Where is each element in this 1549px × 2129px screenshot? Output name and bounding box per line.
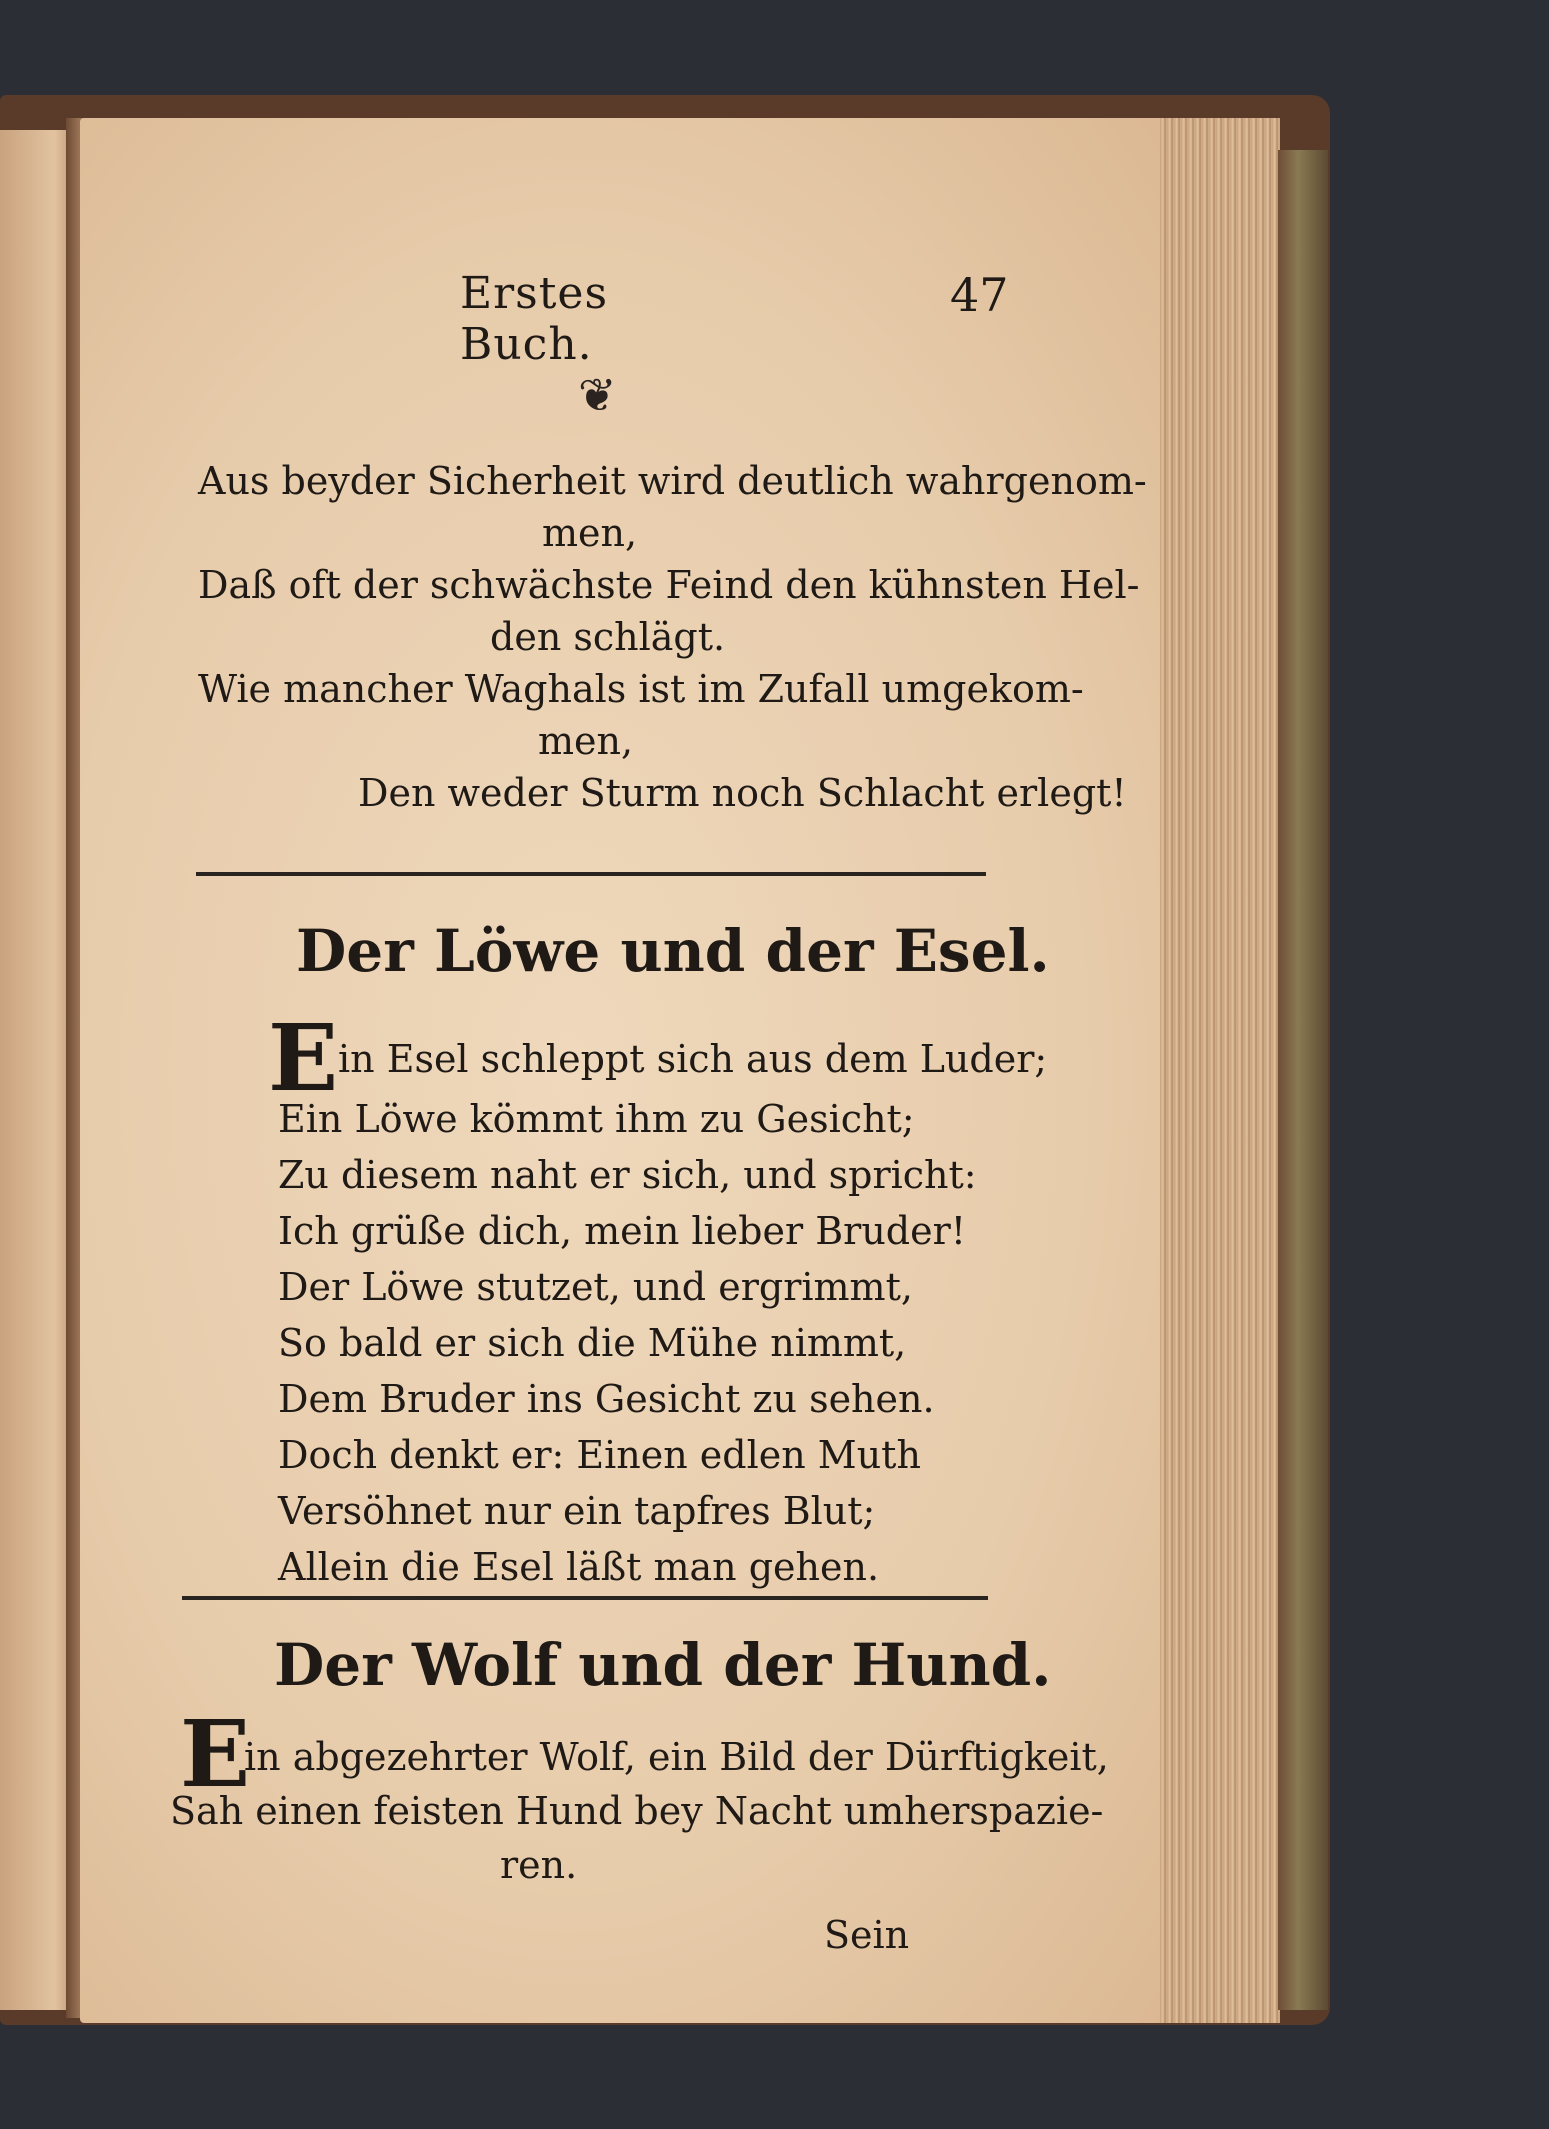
verse-line: in abgezehrter Wolf, ein Bild der Dürftigkeit,	[244, 1735, 1109, 1779]
verse-line: Ich grüße dich, mein lieber Bruder!	[278, 1209, 967, 1253]
drop-cap: E	[180, 1700, 251, 1808]
stanza-line: Daß oft der schwächste Feind den kühnsten Hel-	[198, 563, 1140, 607]
verse-line: Doch denkt er: Einen edlen Muth	[278, 1433, 921, 1477]
cover-edge	[1278, 150, 1328, 2010]
page-edges	[1160, 118, 1280, 2023]
stanza-line: Aus beyder Sicherheit wird deutlich wahrgenom-	[198, 459, 1147, 503]
running-head: Erstes Buch.	[460, 268, 609, 370]
verse-line: Der Löwe stutzet, und ergrimmt,	[278, 1265, 913, 1309]
section-divider	[182, 1596, 988, 1600]
stanza-line: Wie mancher Waghals ist im Zufall umgekom-	[198, 667, 1084, 711]
verse-line: Ein Löwe kömmt ihm zu Gesicht;	[278, 1097, 915, 1141]
verse-line: Sah einen feisten Hund bey Nacht umherspazie-	[170, 1789, 1104, 1833]
page-number: 47	[950, 268, 1009, 322]
stanza-line: men,	[538, 719, 634, 763]
verse-line: Dem Bruder ins Gesicht zu sehen.	[278, 1377, 935, 1421]
stanza-line: Den weder Sturm noch Schlacht erlegt!	[358, 771, 1127, 815]
verse-line: Versöhnet nur ein tapfres Blut;	[278, 1489, 876, 1533]
stanza-line: den schlägt.	[490, 615, 726, 659]
drop-cap: E	[268, 1004, 339, 1112]
verse-line: So bald er sich die Mühe nimmt,	[278, 1321, 907, 1365]
fleuron-icon: ❦	[578, 368, 617, 422]
verse-line: Zu diesem naht er sich, und spricht:	[278, 1153, 977, 1197]
stanza-line: men,	[542, 511, 638, 555]
verse-line: in Esel schleppt sich aus dem Luder;	[338, 1037, 1048, 1081]
section-divider	[196, 872, 986, 876]
fable-title: Der Löwe und der Esel.	[296, 917, 1050, 985]
verse-line: Allein die Esel läßt man gehen.	[278, 1545, 880, 1589]
catchword: Sein	[824, 1913, 910, 1957]
fable-title: Der Wolf und der Hund.	[274, 1631, 1052, 1699]
verse-line: ren.	[500, 1843, 578, 1887]
